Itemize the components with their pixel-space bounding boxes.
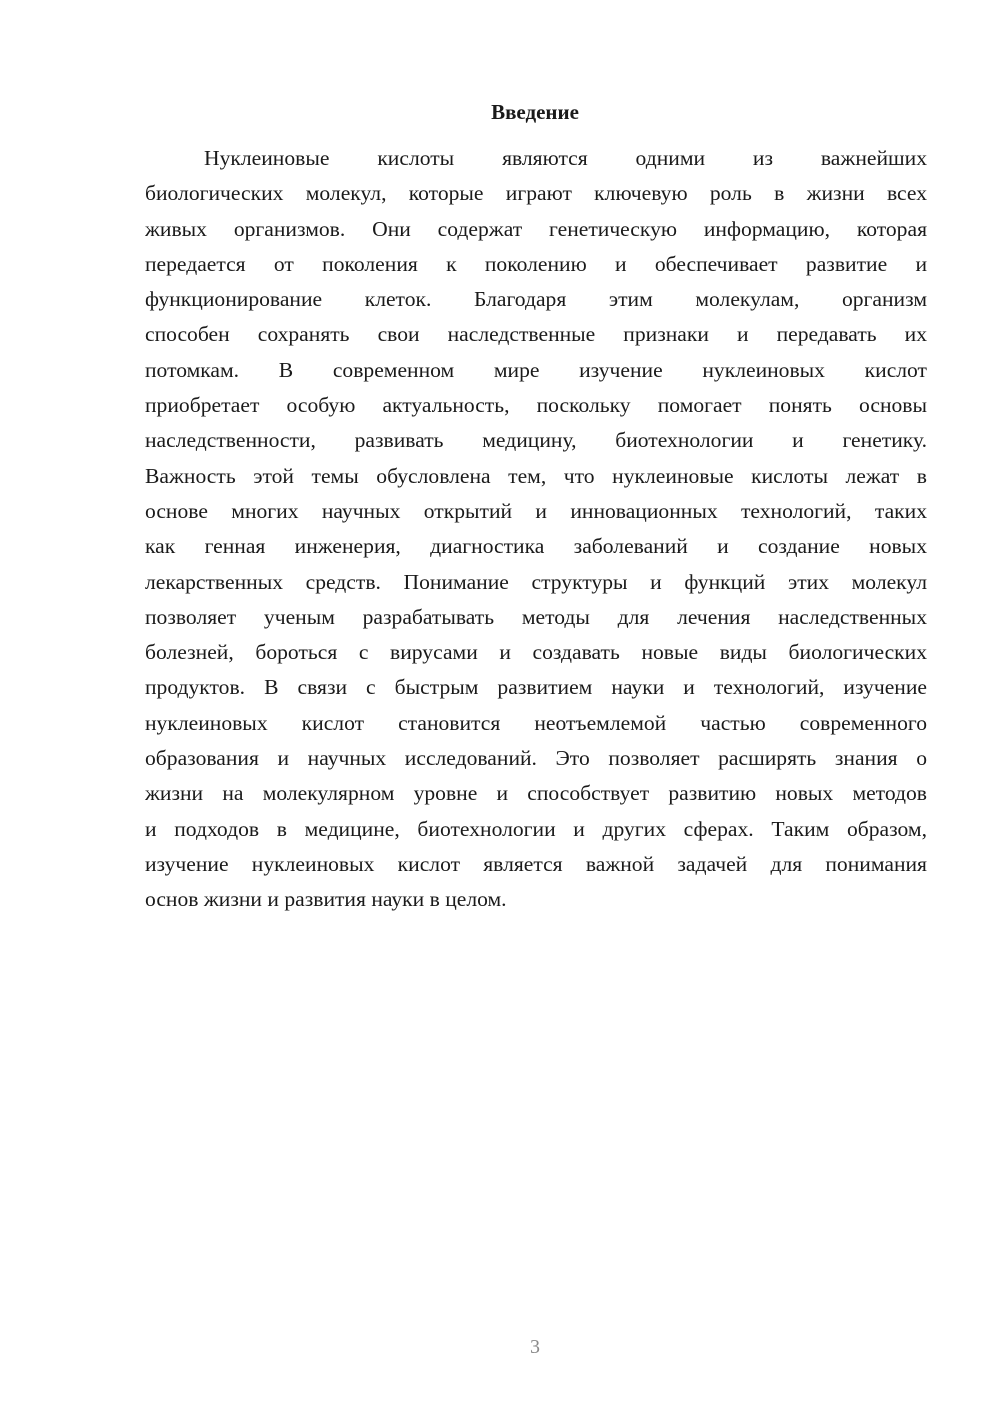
paragraph-line: нуклеиновых кислот становится неотъемлемой частью современного [145, 710, 927, 735]
section-heading: Введение [491, 100, 579, 124]
page-number: 3 [530, 1336, 540, 1358]
paragraph-line: позволяет ученым разрабатывать методы для лечения наследственных [145, 604, 927, 629]
paragraph-line: жизни на молекулярном уровне и способствует развитию новых методов [145, 781, 927, 806]
paragraph-line: основе многих научных открытий и инновационных технологий, таких [145, 498, 927, 523]
paragraph-line: приобретает особую актуальность, поскольку помогает понять основы [145, 393, 927, 418]
paragraph-line: продуктов. В связи с быстрым развитием науки и технологий, изучение [145, 675, 927, 700]
paragraph-line: образования и научных исследований. Это позволяет расширять знания о [145, 746, 927, 771]
paragraph-line: способен сохранять свои наследственные признаки и передавать их [145, 322, 927, 347]
paragraph-line: Нуклеиновые кислоты являются одними из важнейших [204, 146, 927, 170]
paragraph-line: болезней, бороться с вирусами и создавать новые виды биологических [145, 640, 927, 665]
paragraph-line: как генная инженерия, диагностика заболеваний и создание новых [145, 534, 927, 559]
body-paragraph [145, 141, 927, 918]
paragraph-line: лекарственных средств. Понимание структуры и функций этих молекул [145, 569, 927, 594]
paragraph-line: передается от поколения к поколению и обеспечивает развитие и [145, 251, 927, 276]
paragraph-line: и подходов в медицине, биотехнологии и других сферах. Таким образом, [145, 816, 927, 841]
paragraph-line: основ жизни и развития науки в целом. [145, 887, 507, 912]
paragraph-line: биологических молекул, которые играют ключевую роль в жизни всех [145, 181, 927, 206]
paragraph-line: наследственности, развивать медицину, биотехнологии и генетику. [145, 428, 927, 453]
paragraph-line: потомкам. В современном мире изучение нуклеиновых кислот [145, 357, 927, 382]
paragraph-line: функционирование клеток. Благодаря этим молекулам, организм [145, 287, 927, 312]
paragraph-line: живых организмов. Они содержат генетическую информацию, которая [145, 216, 927, 241]
paragraph-line: изучение нуклеиновых кислот является важной задачей для понимания [145, 851, 927, 876]
paragraph-line: Важность этой темы обусловлена тем, что нуклеиновые кислоты лежат в [145, 463, 927, 488]
